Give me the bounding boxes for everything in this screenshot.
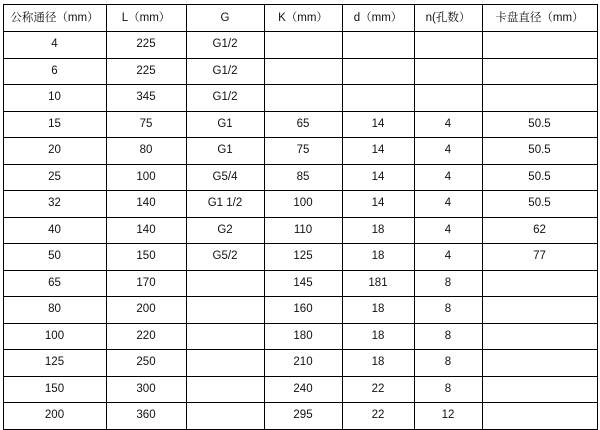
cell-thread: G1 [186,138,264,165]
cell-hole-count: 8 [414,270,482,297]
table-row [3,32,597,59]
cell-hole-count: 8 [414,323,482,350]
table-row [3,297,597,324]
cell-hole-count: 4 [414,244,482,271]
cell-nominal-diameter: 20 [3,138,106,165]
specification-table [3,4,598,430]
cell-d: 18 [342,217,414,244]
cell-chuck-diameter: 50.5 [482,111,597,138]
cell-nominal-diameter: 80 [3,297,106,324]
cell-k: 180 [264,323,342,350]
cell-k: 85 [264,164,342,191]
cell-d: 14 [342,164,414,191]
cell-nominal-diameter: 40 [3,217,106,244]
cell-thread [186,323,264,350]
table-row [3,403,597,430]
cell-k: 295 [264,403,342,430]
cell-thread: G1/2 [186,58,264,85]
cell-nominal-diameter: 150 [3,376,106,403]
cell-nominal-diameter: 25 [3,164,106,191]
cell-length: 360 [106,403,186,430]
cell-hole-count: 4 [414,111,482,138]
cell-k: 240 [264,376,342,403]
cell-chuck-diameter: 77 [482,244,597,271]
cell-nominal-diameter: 15 [3,111,106,138]
cell-length: 220 [106,323,186,350]
cell-d: 18 [342,350,414,377]
cell-thread: G1/2 [186,32,264,59]
cell-d: 22 [342,376,414,403]
table-row [3,350,597,377]
cell-chuck-diameter [482,270,597,297]
column-header-k: K（mm） [264,5,342,32]
cell-length: 345 [106,85,186,112]
cell-chuck-diameter: 50.5 [482,191,597,218]
cell-length: 140 [106,217,186,244]
cell-nominal-diameter: 50 [3,244,106,271]
table-row [3,164,597,191]
table-row [3,244,597,271]
cell-thread [186,350,264,377]
table-row [3,191,597,218]
cell-hole-count [414,58,482,85]
cell-length: 200 [106,297,186,324]
cell-nominal-diameter: 100 [3,323,106,350]
cell-d: 18 [342,297,414,324]
cell-k: 75 [264,138,342,165]
cell-d: 18 [342,323,414,350]
cell-hole-count: 8 [414,297,482,324]
column-header-length: L（mm） [106,5,186,32]
table-row [3,58,597,85]
cell-thread [186,403,264,430]
cell-nominal-diameter: 6 [3,58,106,85]
cell-thread [186,376,264,403]
cell-thread: G1/2 [186,85,264,112]
cell-d [342,58,414,85]
cell-d: 181 [342,270,414,297]
cell-chuck-diameter [482,32,597,59]
cell-d [342,85,414,112]
column-header-chuck-diameter: 卡盘直径（mm） [482,5,597,32]
cell-length: 80 [106,138,186,165]
table-header-row [3,5,597,32]
cell-chuck-diameter: 50.5 [482,138,597,165]
cell-chuck-diameter [482,85,597,112]
cell-k [264,85,342,112]
cell-thread: G1 [186,111,264,138]
cell-k: 125 [264,244,342,271]
table-row [3,270,597,297]
cell-thread: G2 [186,217,264,244]
cell-k: 145 [264,270,342,297]
cell-chuck-diameter [482,58,597,85]
table-row [3,217,597,244]
cell-length: 250 [106,350,186,377]
cell-hole-count [414,85,482,112]
cell-length: 225 [106,58,186,85]
column-header-nominal-diameter: 公称通径（mm） [3,5,106,32]
cell-chuck-diameter [482,350,597,377]
table-row [3,85,597,112]
cell-length: 100 [106,164,186,191]
table-row [3,323,597,350]
cell-thread [186,270,264,297]
cell-hole-count: 4 [414,191,482,218]
cell-k [264,58,342,85]
cell-hole-count: 4 [414,164,482,191]
cell-thread [186,297,264,324]
cell-chuck-diameter: 62 [482,217,597,244]
cell-nominal-diameter: 200 [3,403,106,430]
cell-d: 18 [342,244,414,271]
cell-chuck-diameter [482,376,597,403]
cell-chuck-diameter [482,403,597,430]
cell-hole-count [414,32,482,59]
cell-hole-count: 4 [414,138,482,165]
table-row [3,138,597,165]
cell-hole-count: 12 [414,403,482,430]
cell-d: 14 [342,138,414,165]
cell-k: 210 [264,350,342,377]
cell-k [264,32,342,59]
cell-hole-count: 8 [414,350,482,377]
cell-thread: G5/2 [186,244,264,271]
table-row [3,111,597,138]
table-row [3,376,597,403]
cell-d: 14 [342,191,414,218]
cell-chuck-diameter [482,323,597,350]
cell-hole-count: 4 [414,217,482,244]
cell-chuck-diameter [482,297,597,324]
cell-k: 110 [264,217,342,244]
cell-nominal-diameter: 10 [3,85,106,112]
cell-length: 75 [106,111,186,138]
cell-k: 160 [264,297,342,324]
cell-thread: G5/4 [186,164,264,191]
cell-k: 100 [264,191,342,218]
cell-d [342,32,414,59]
cell-nominal-diameter: 32 [3,191,106,218]
cell-d: 22 [342,403,414,430]
cell-length: 140 [106,191,186,218]
cell-chuck-diameter: 50.5 [482,164,597,191]
cell-k: 65 [264,111,342,138]
cell-nominal-diameter: 65 [3,270,106,297]
cell-nominal-diameter: 4 [3,32,106,59]
cell-length: 170 [106,270,186,297]
table-header [3,5,597,32]
cell-length: 225 [106,32,186,59]
table-body [3,32,597,430]
column-header-thread: G [186,5,264,32]
cell-length: 150 [106,244,186,271]
cell-hole-count: 8 [414,376,482,403]
cell-d: 14 [342,111,414,138]
cell-length: 300 [106,376,186,403]
cell-thread: G1 1/2 [186,191,264,218]
column-header-d: d（mm） [342,5,414,32]
column-header-hole-count: n(孔数） [414,5,482,32]
cell-nominal-diameter: 125 [3,350,106,377]
